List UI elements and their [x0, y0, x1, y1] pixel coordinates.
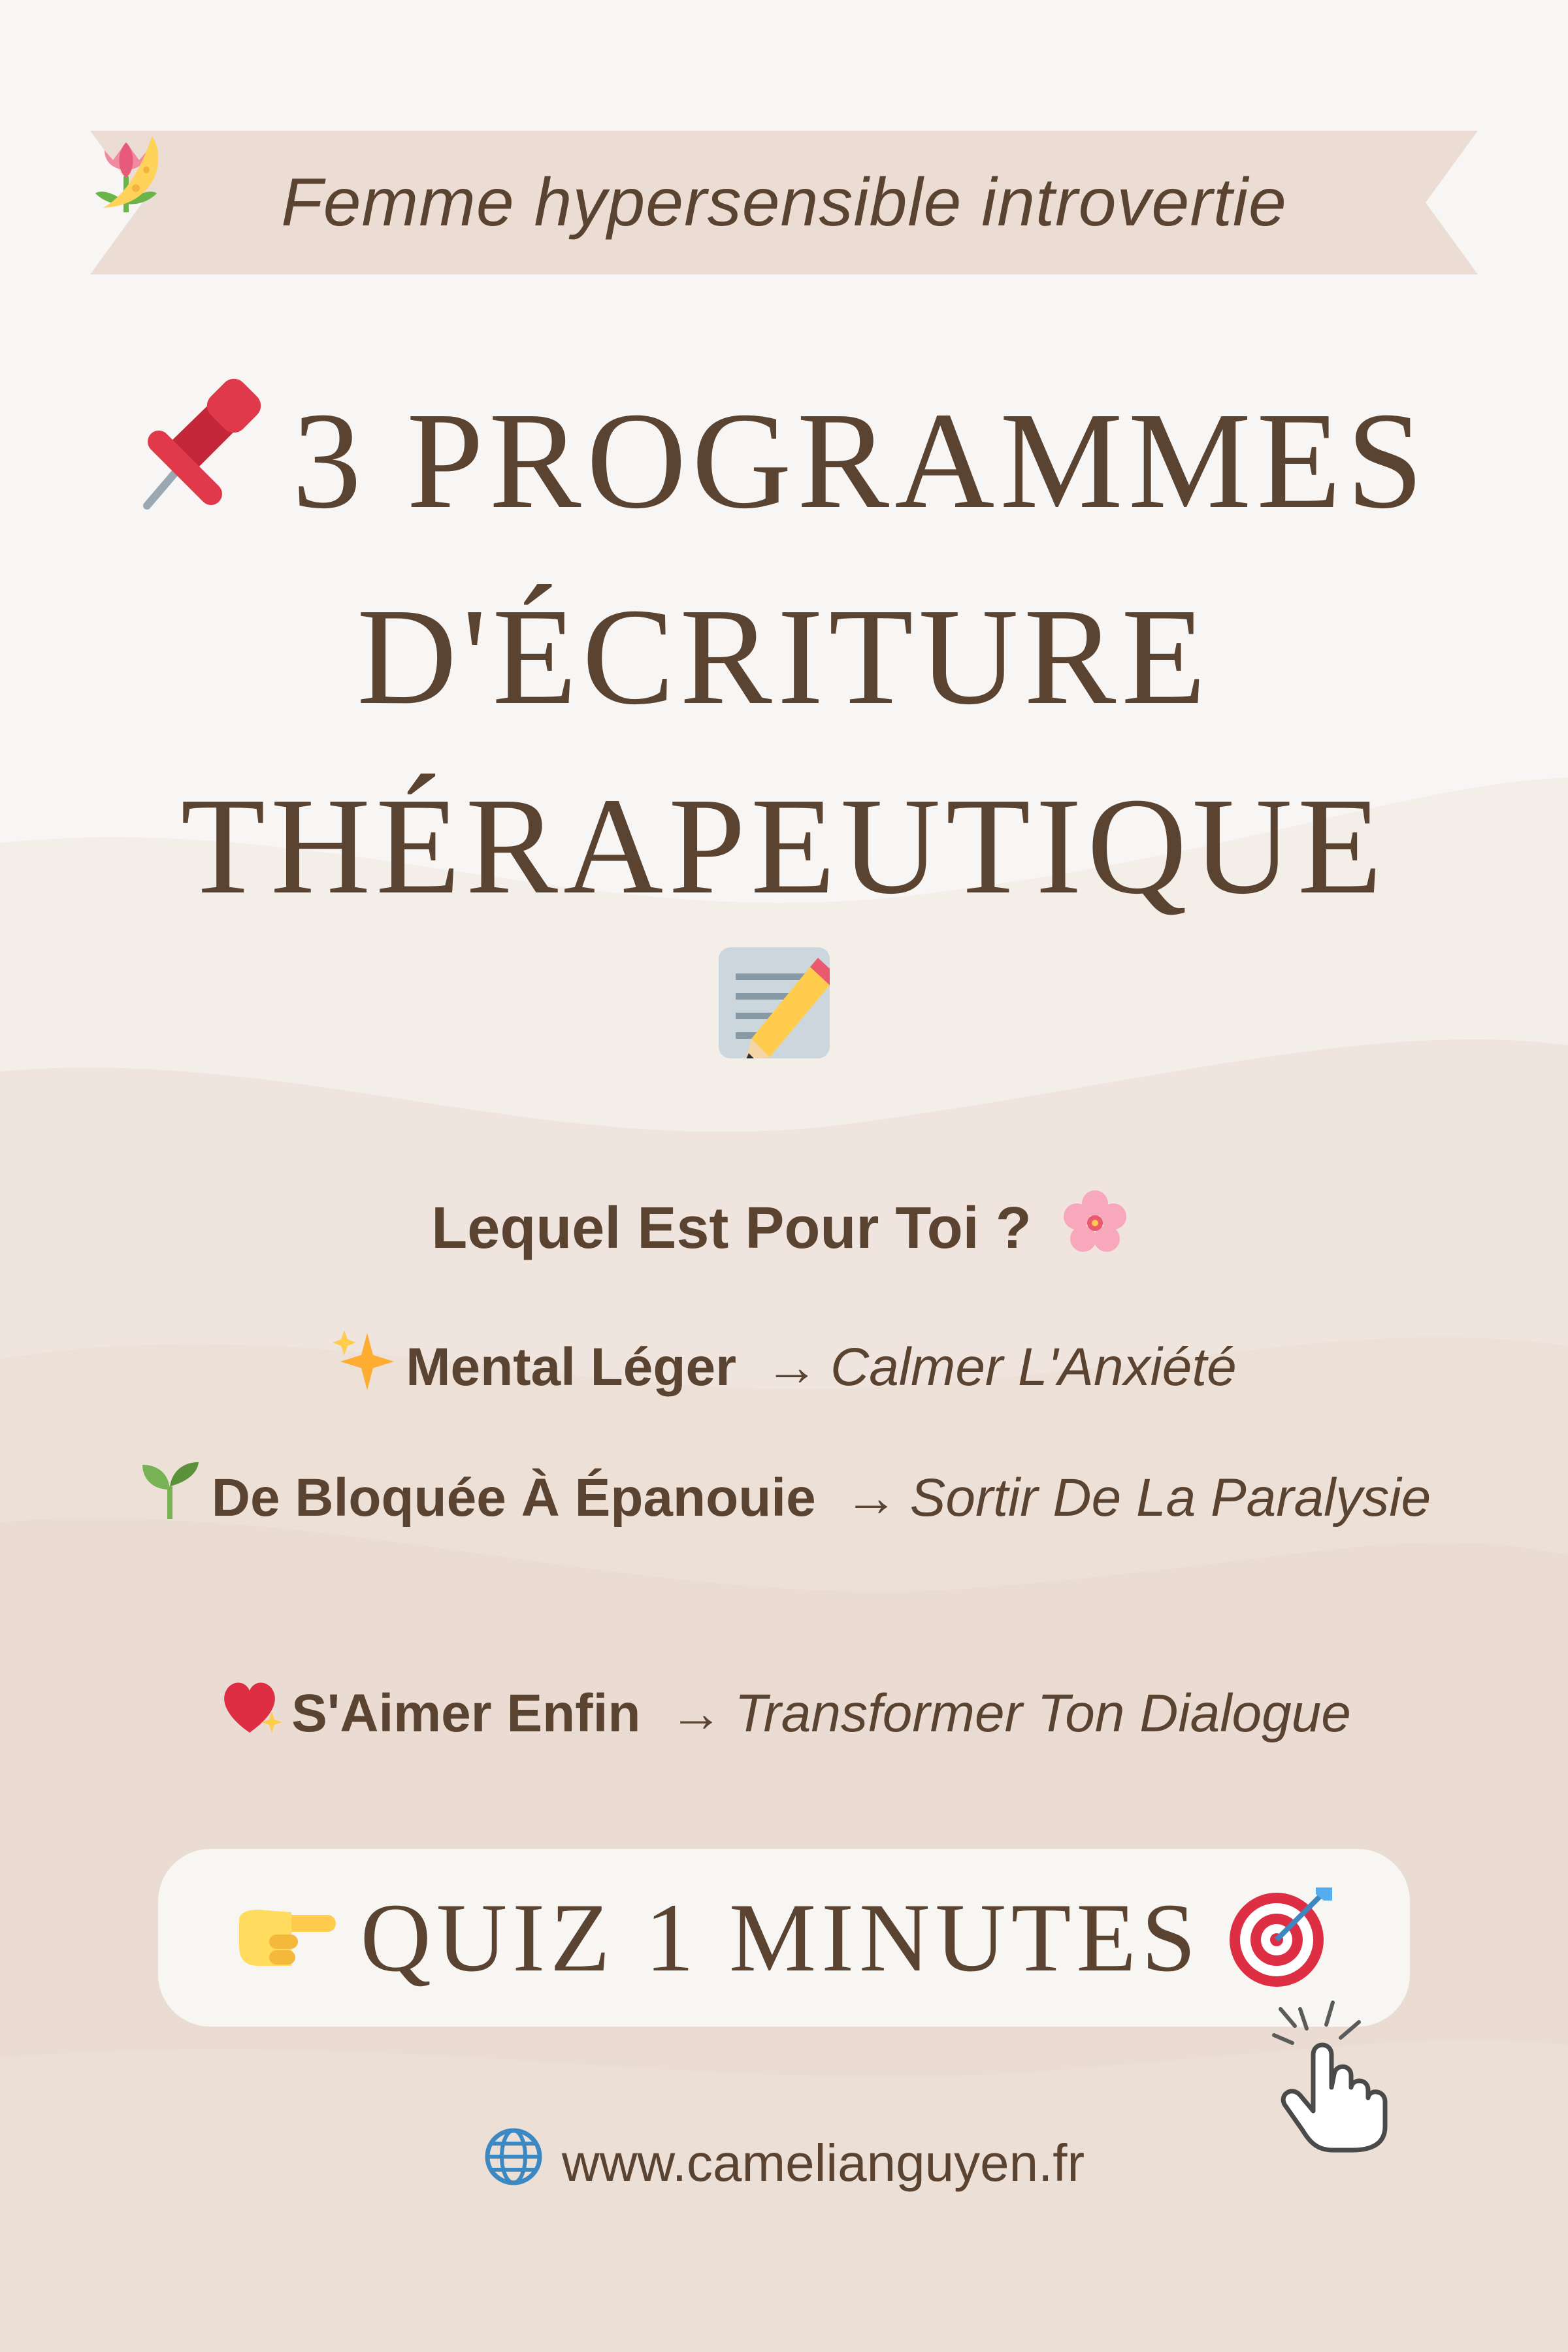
- program-1: [131, 1326, 1437, 1415]
- program-1-description: Calmer L'Anxiété: [830, 1337, 1237, 1397]
- header-ribbon: [90, 131, 1478, 274]
- pushpin-icon: [139, 370, 283, 562]
- program-2-description: Sortir De La Paralysie: [909, 1468, 1431, 1527]
- website-link[interactable]: [0, 2127, 1568, 2199]
- pointing-hand-icon: [233, 1901, 337, 1976]
- program-3-arrow: →: [669, 1684, 723, 1743]
- seedling-icon: [137, 1457, 203, 1546]
- cherry-blossom-icon: [1062, 1189, 1128, 1269]
- program-2-arrow: →: [844, 1468, 898, 1527]
- question-heading: Lequel Est Pour Toi ?: [0, 1189, 1568, 1269]
- program-1-arrow: →: [764, 1337, 819, 1397]
- sparkling-heart-icon: [217, 1673, 282, 1761]
- page-title: [65, 366, 1503, 941]
- globe-icon: [483, 2127, 544, 2199]
- program-2-name: De Bloquée À Épanouie: [211, 1468, 816, 1527]
- title-line-2: D'ÉCRITURE: [357, 580, 1211, 733]
- tagline: Femme hypersensible introvertie: [281, 164, 1287, 240]
- program-1-name: Mental Léger: [406, 1337, 736, 1397]
- website-url: www.camelianguyen.fr: [561, 2133, 1085, 2192]
- memo-pencil-icon: [719, 934, 830, 1058]
- quiz-button-label: QUIZ 1 MINUTES: [360, 1884, 1201, 1992]
- title-line-3: THÉRAPEUTIQUE: [180, 769, 1388, 923]
- sparkles-icon: [331, 1326, 397, 1415]
- title-line-1: 3 PROGRAMMES: [65, 366, 1503, 562]
- program-3: [131, 1673, 1437, 1761]
- bullseye-target-icon: [1224, 1881, 1335, 1995]
- program-2: [131, 1457, 1437, 1546]
- program-3-description: Transformer Ton Dialogue: [734, 1684, 1351, 1743]
- program-3-name: S'Aimer Enfin: [291, 1684, 641, 1743]
- quiz-button[interactable]: [158, 1849, 1410, 2027]
